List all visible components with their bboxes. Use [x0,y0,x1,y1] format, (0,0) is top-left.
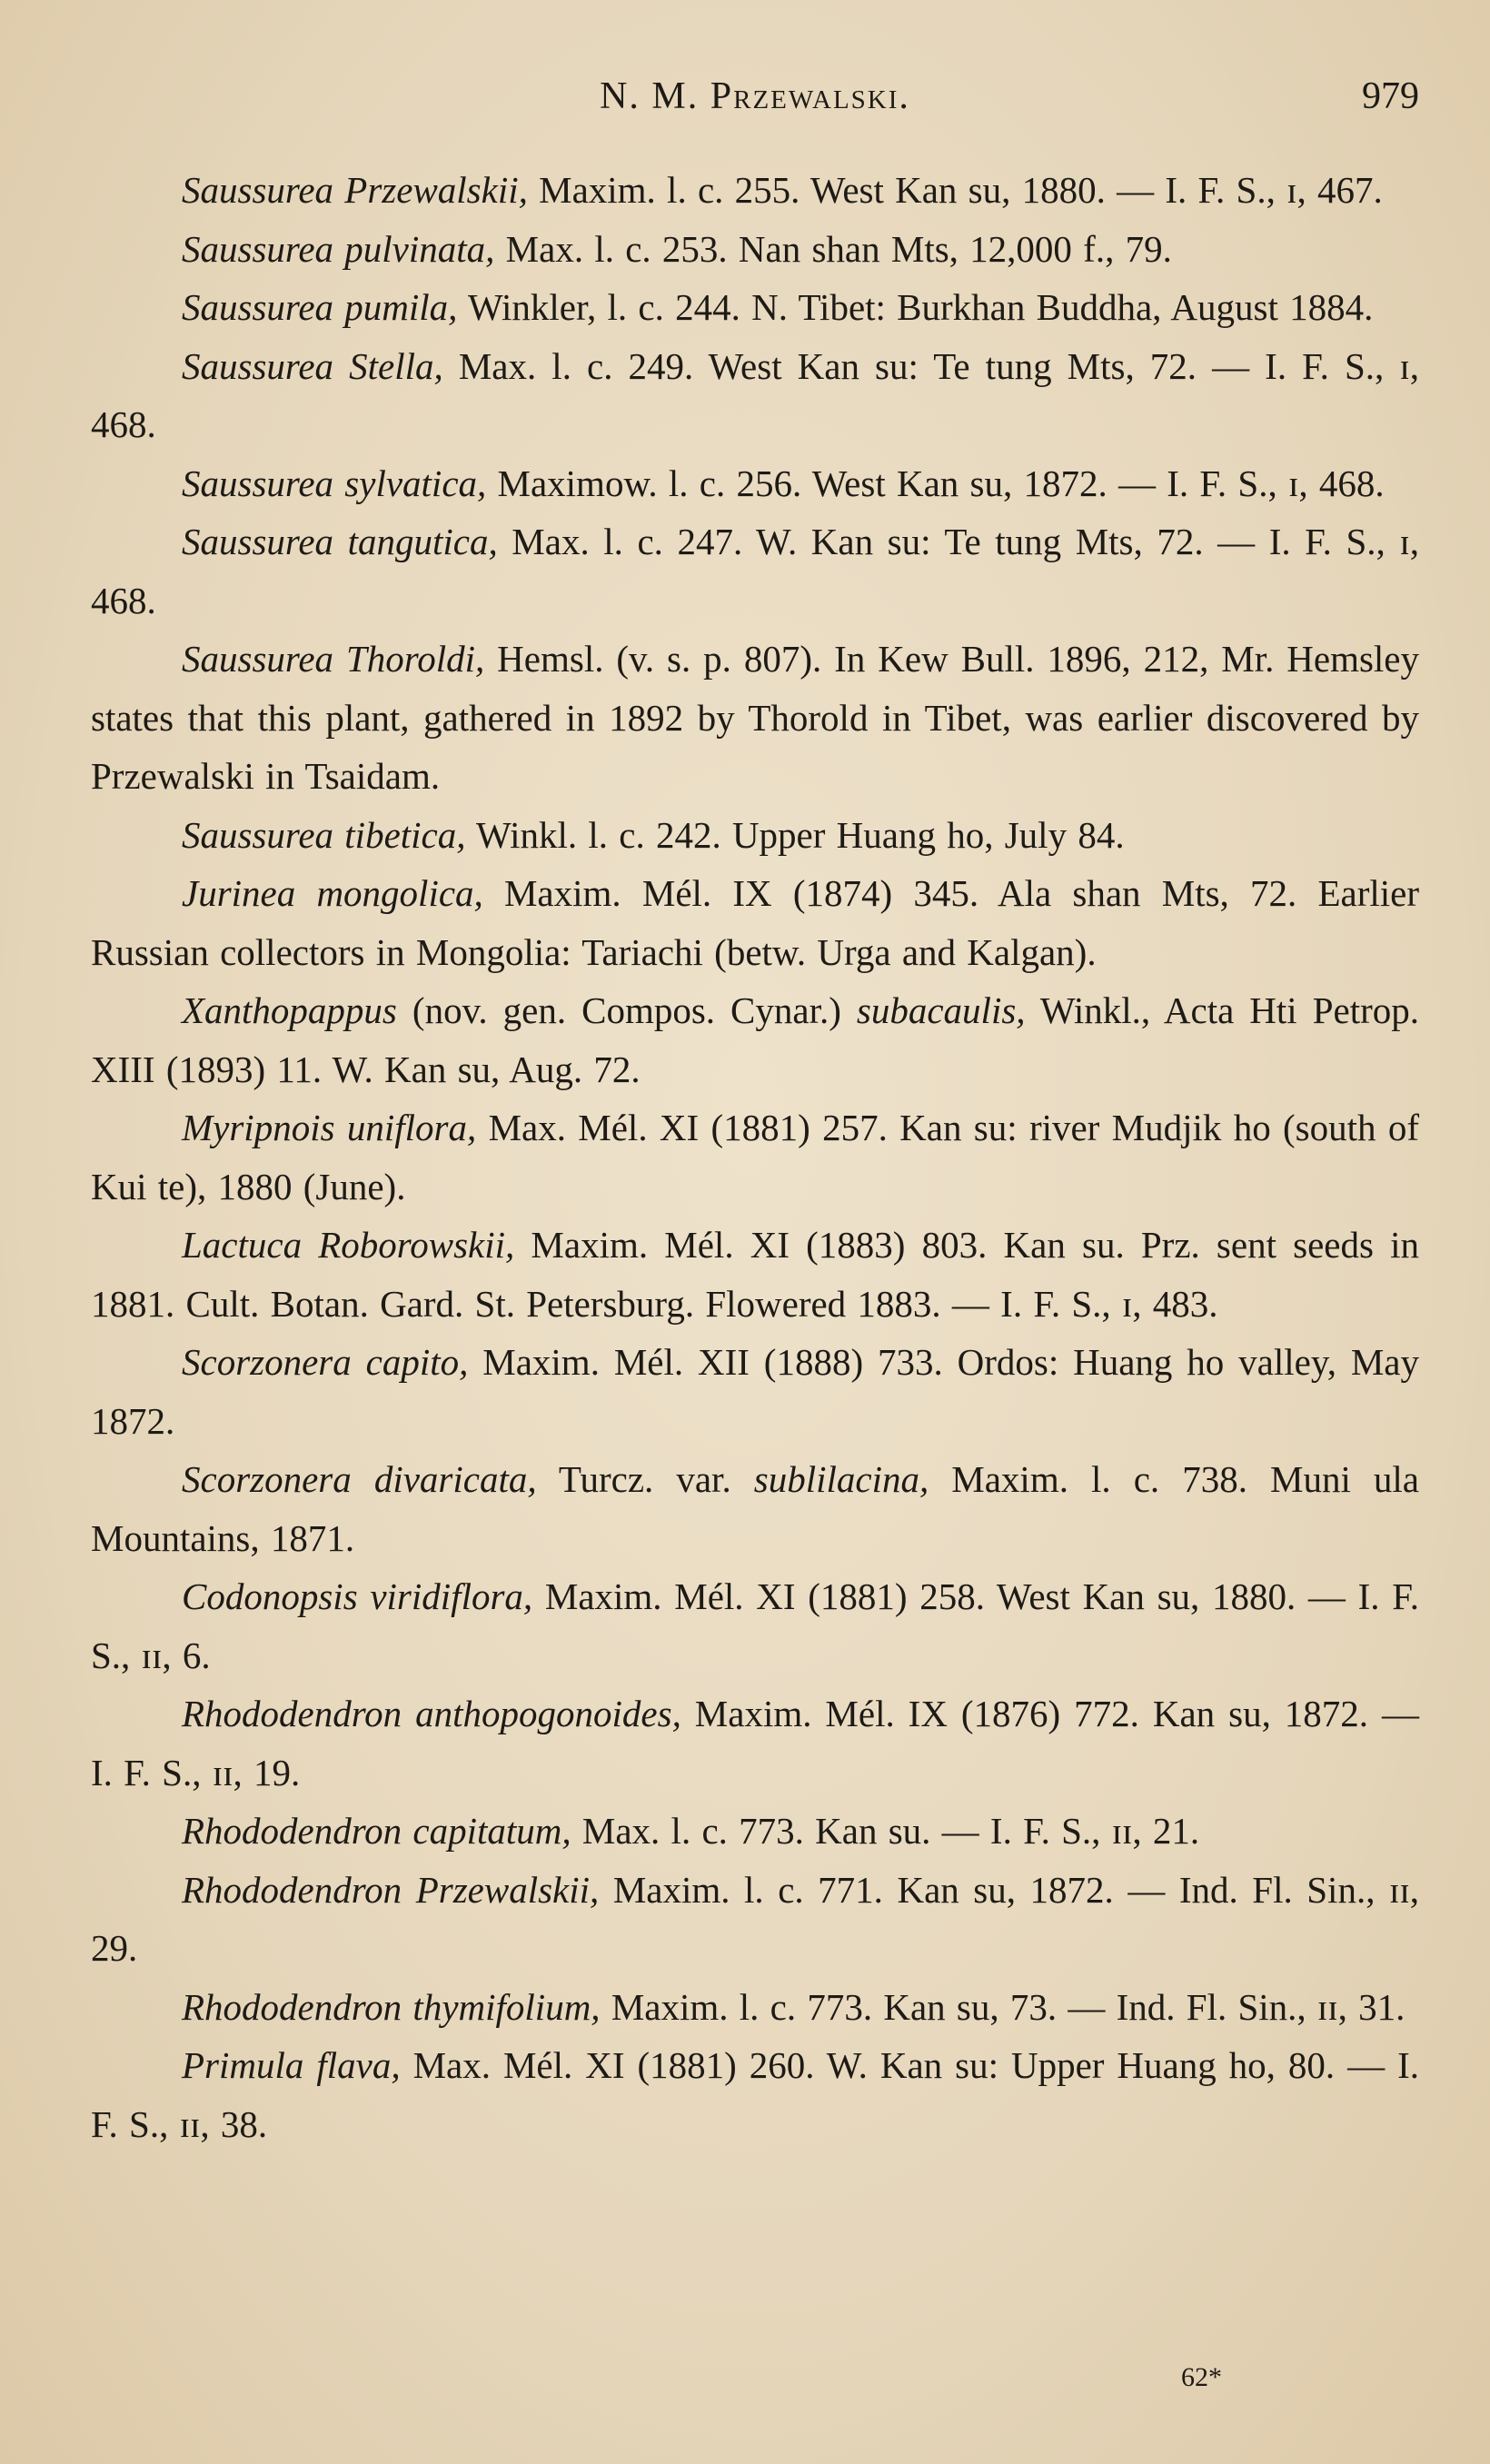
list-item [91,1684,1419,1802]
species-name: Xanthopappus [182,989,397,1031]
running-head: N. M. Przewalski. [600,75,910,117]
species-name: Rhododendron thymifolium, [182,1985,601,2028]
species-name: Lactuca Roborowskii, [182,1224,515,1266]
entry-text: Max. Mél. XI (1881) 260. W. Kan su: Upper Huang ho, 80. — I. F. S., ɪɪ, 38. [91,2044,1419,2145]
species-name: Saussurea sylvatica, [182,462,487,504]
entry-text: Maxim. Mél. IX (1876) 772. Kan su, 1872. — I. F. S., ɪɪ, 19. [91,1693,1419,1793]
entry-text: (nov. gen. Compos. Cynar.) [396,989,857,1031]
entry-text: Max. Mél. XI (1881) 257. Kan su: river Mudjik ho (south of Kui te), 1880 (June). [91,1107,1419,1207]
list-item [91,2036,1419,2153]
species-name: Primula flava, [182,2044,401,2086]
entry-text: Maxim. Mél. XI (1881) 258. West Kan su, 1880. — I. F. S., ɪɪ, 6. [91,1575,1420,1676]
species-name: Saussurea pumila, [182,286,458,328]
entry-text: Turcz. var. [536,1458,754,1500]
species-name: Scorzonera divaricata, [182,1458,537,1500]
species-name: Saussurea Przewalskii, [182,169,528,211]
list-item [91,1098,1419,1216]
variety-name: sublilacina, [753,1458,929,1500]
list-item [91,864,1419,981]
entry-text: Max. l. c. 253. Nan shan Mts, 12,000 f., 79. [494,227,1172,270]
list-item [91,1450,1419,1567]
species-name: Rhododendron capitatum, [182,1810,571,1852]
page-header [91,75,1419,129]
entry-text: Maxim. Mél. XII (1888) 733. Ordos: Huang ho valley, May 1872. [91,1341,1419,1442]
species-name: Saussurea tibetica, [182,813,466,856]
entry-text: Max. l. c. 249. West Kan su: Te tung Mts, 72. — I. F. S., ɪ, 468. [91,344,1420,445]
list-item [91,161,1419,220]
species-name: Saussurea pulvinata, [182,227,495,270]
entry-text: Max. l. c. 247. W. Kan su: Te tung Mts, 72. — I. F. S., ɪ, 468. [91,521,1419,621]
list-item [91,806,1419,865]
entry-text: Maxim. l. c. 773. Kan su, 73. — Ind. Fl. Sin., ɪɪ, 31. [600,1985,1406,2028]
list-item [91,1802,1419,1861]
entry-text: Maximow. l. c. 256. West Kan su, 1872. — I. F. S., ɪ, 468. [486,462,1385,504]
species-name: Codonopsis viridiflora, [182,1575,533,1617]
species-list [91,161,1419,2153]
entry-text: Maxim. l. c. 255. West Kan su, 1880. — I. F. S., ɪ, 467. [527,169,1383,211]
entry-text: Winkl. l. c. 242. Upper Huang ho, July 84. [465,813,1125,856]
species-name: Jurinea mongolica, [182,872,483,914]
list-item [91,1978,1419,2037]
list-item [91,981,1419,1098]
species-name: Saussurea Stella, [182,344,443,387]
list-item [91,278,1419,337]
species-name: Saussurea tangutica, [182,521,498,562]
species-name: Scorzonera capito, [182,1341,469,1383]
list-item [91,630,1419,806]
entry-text: Hemsl. (v. s. p. 807). In Kew Bull. 1896, 212, Mr. Hemsley states that this plant, gathered in 1892 by Thorold in Tibet, was earlier discovered by Przewalski in Tsaidam. [91,638,1420,797]
entry-text-continued: Winkl., Acta Hti Petrop. XIII (1893) 11. W. Kan su, Aug. 72. [91,989,1419,1090]
species-name: Myripnois uniflora, [182,1107,477,1148]
entry-text: Maxim. l. c. 771. Kan su, 1872. — Ind. Fl. Sin., ɪɪ, 29. [91,1868,1420,1969]
list-item [91,1861,1419,1978]
entry-text: Maxim. Mél. IX (1874) 345. Ala shan Mts, 72. Earlier Russian collectors in Mongolia: Tariachi (betw. Urga and Kalgan). [91,872,1419,973]
page-number: 979 [1362,75,1419,117]
list-item [91,454,1419,513]
entry-text-continued: Maxim. l. c. 738. Muni ula Mountains, 1871. [91,1458,1419,1559]
list-item [91,1216,1419,1333]
entry-text: Maxim. Mél. XI (1883) 803. Kan su. Prz. sent seeds in 1881. Cult. Botan. Gard. St. Petersburg. Flowered 1883. — I. F. S., ɪ, 483. [91,1224,1419,1325]
entry-text: Max. l. c. 773. Kan su. — I. F. S., ɪɪ, 21. [571,1810,1200,1852]
list-item [91,220,1419,279]
list-item [91,337,1419,454]
list-item [91,1567,1419,1684]
species-name: Rhododendron anthopogonoides, [182,1693,681,1734]
list-item [91,1333,1419,1450]
species-epithet: subacaulis, [856,989,1026,1031]
list-item [91,512,1419,630]
species-name: Rhododendron Przewalskii, [182,1868,600,1911]
signature-mark: 62* [1181,2362,1222,2392]
entry-text: Winkler, l. c. 244. N. Tibet: Burkhan Buddha, August 1884. [457,286,1374,328]
species-name: Saussurea Thoroldi, [182,638,485,680]
